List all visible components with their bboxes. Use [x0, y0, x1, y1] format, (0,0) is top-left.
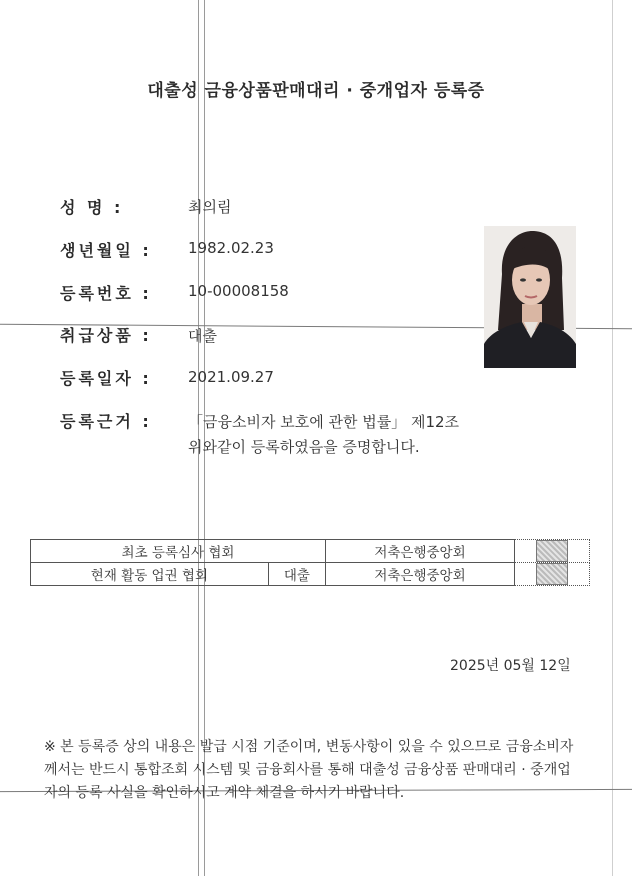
- table-row: [31, 563, 590, 586]
- table-cell-association: 저축은행중앙회: [326, 540, 515, 563]
- table-cell-product: 대출: [268, 563, 325, 586]
- association-seal-icon: [536, 563, 568, 585]
- name-value: 최의림: [188, 198, 232, 216]
- scan-line: [612, 0, 613, 876]
- table-cell-seal: [515, 540, 590, 563]
- issue-date: 2025년 05월 12일: [450, 658, 571, 674]
- table-cell-association: 저축은행중앙회: [326, 563, 515, 586]
- product-label: 취급상품 :: [60, 326, 152, 345]
- registration-basis-label: 등록근거 :: [60, 412, 152, 431]
- registration-date-label: 등록일자 :: [60, 369, 152, 388]
- registration-date-value: 2021.09.27: [188, 368, 274, 386]
- document-title: 대출성 금융상품판매대리 · 중개업자 등록증: [147, 81, 485, 101]
- registration-number-value: 10-00008158: [188, 282, 289, 300]
- association-table: [30, 539, 590, 586]
- product-value: 대출: [188, 327, 217, 345]
- notice-text: ※ 본 등록증 상의 내용은 발급 시점 기준이며, 변동사항이 있을 수 있으므로 금융소비자께서는 반드시 통합조회 시스템 및 금융회사를 통해 대출성 금융상품 판매대리 · 중개업자의 등록 사실을 확인하시고 계약 체결을 하시기 바랍니다.: [44, 739, 574, 801]
- id-photo: [484, 226, 576, 368]
- birthdate-label: 생년월일 :: [60, 241, 152, 260]
- association-seal-icon: [536, 540, 568, 562]
- name-label: 성 명 :: [60, 198, 124, 217]
- table-cell-label: 최초 등록심사 협회: [31, 540, 326, 563]
- registration-number-label: 등록번호 :: [60, 284, 152, 303]
- table-cell-seal: [515, 563, 590, 586]
- table-row: [31, 540, 590, 563]
- registration-basis-text: 「금융소비자 보호에 관한 법률」 제12조 위와같이 등록하였음을 증명합니다.: [188, 413, 460, 456]
- birthdate-value: 1982.02.23: [188, 239, 274, 257]
- table-cell-label: 현재 활동 업권 협회: [31, 563, 269, 586]
